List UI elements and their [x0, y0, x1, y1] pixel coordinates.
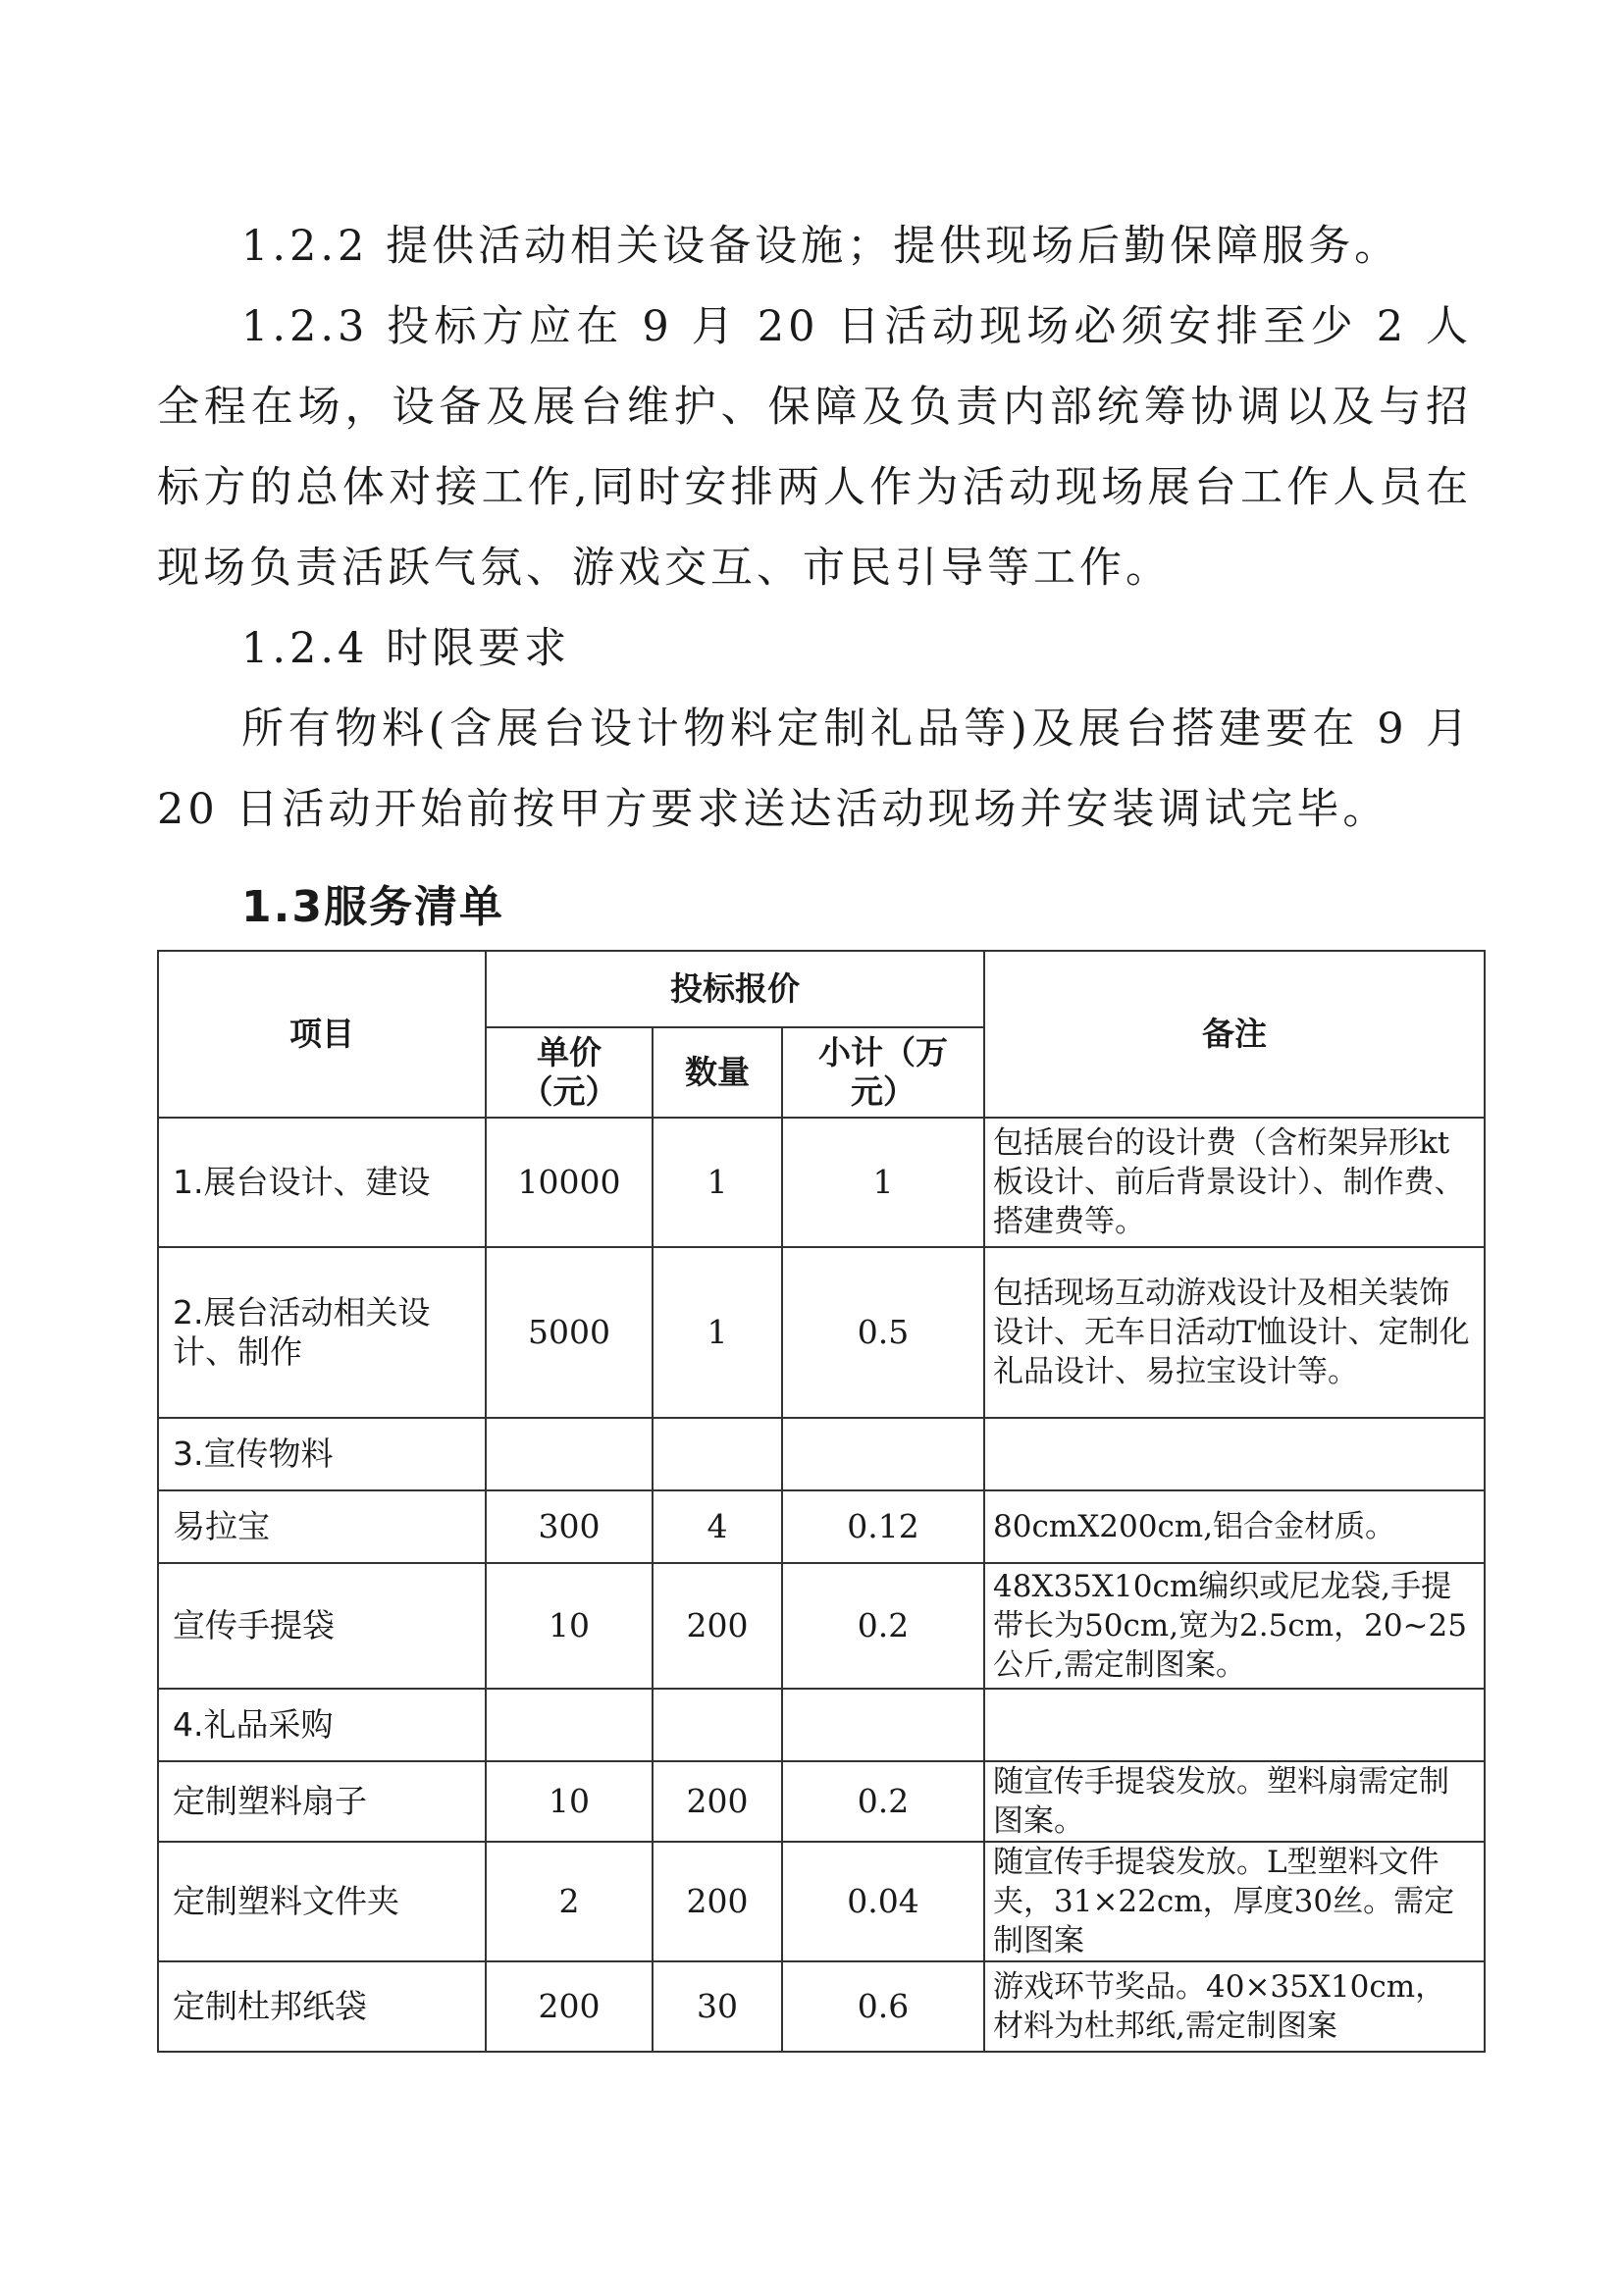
table-body	[158, 1118, 1485, 2052]
cell-quantity: 30	[653, 1961, 782, 2052]
cell-quantity: 1	[653, 1247, 782, 1418]
header-item: 项目	[158, 951, 486, 1118]
paragraph-1-2-3: 1.2.3 投标方应在 9 月 20 日活动现场必须安排至少 2 人全程在场，设备及展台维护、保障及负责内部统筹协调以及与招标方的总体对接工作,同时安排两人作为活动现场展台工作人员在现场负责活跃气氛、游戏交互、市民引导等工作。	[157, 302, 1472, 593]
cell-subtotal: 1	[782, 1118, 984, 1247]
cell-subtotal: 0.12	[782, 1490, 984, 1563]
table-row	[158, 1490, 1485, 1563]
cell-subtotal: 0.04	[782, 1842, 984, 1961]
cell-subtotal: 0.5	[782, 1247, 984, 1418]
cell-quantity: 1	[653, 1118, 782, 1247]
section-title: 1.3服务清单	[241, 882, 504, 932]
cell-remarks: 包括现场互动游戏设计及相关装饰设计、无车日活动T恤设计、定制化礼品设计、易拉宝设计等。	[984, 1247, 1485, 1418]
table-row	[158, 1842, 1485, 1961]
cell-remarks: 48X35X10cm编织或尼龙袋,手提带长为50cm,宽为2.5cm，20~25公斤,需定制图案。	[984, 1563, 1485, 1689]
cell-subtotal: 0.2	[782, 1563, 984, 1689]
cell-quantity: 4	[653, 1490, 782, 1563]
cell-remarks	[984, 1418, 1485, 1490]
cell-unit-price: 200	[486, 1961, 653, 2052]
cell-unit-price: 300	[486, 1490, 653, 1563]
cell-remarks: 包括展台的设计费（含桁架异形kt板设计、前后背景设计）、制作费、搭建费等。	[984, 1118, 1485, 1247]
table-row	[158, 1247, 1485, 1418]
cell-item: 2.展台活动相关设计、制作	[158, 1247, 486, 1418]
cell-quantity: 200	[653, 1563, 782, 1689]
cell-remarks: 游戏环节奖品。40×35X10cm，材料为杜邦纸,需定制图案	[984, 1961, 1485, 2052]
cell-unit-price: 2	[486, 1842, 653, 1961]
cell-quantity	[653, 1418, 782, 1490]
cell-item: 定制塑料文件夹	[158, 1842, 486, 1961]
header-subtotal: 小计（万元）	[782, 1027, 984, 1118]
cell-quantity: 200	[653, 1761, 782, 1842]
table-row	[158, 1961, 1485, 2052]
cell-subtotal: 0.6	[782, 1961, 984, 2052]
cell-item: 4.礼品采购	[158, 1689, 486, 1761]
cell-item: 3.宣传物料	[158, 1418, 486, 1490]
table-row	[158, 1563, 1485, 1689]
header-bid: 投标报价	[486, 951, 984, 1027]
cell-item: 宣传手提袋	[158, 1563, 486, 1689]
body-text	[157, 206, 1472, 850]
paragraph-1-2-2: 1.2.2 提供活动相关设备设施；提供现场后勤保障服务。	[241, 222, 1401, 271]
cell-unit-price	[486, 1689, 653, 1761]
table-row	[158, 1689, 1485, 1761]
cell-unit-price: 10	[486, 1563, 653, 1689]
table-row	[158, 1118, 1485, 1247]
table-row	[158, 1761, 1485, 1842]
cell-item: 定制塑料扇子	[158, 1761, 486, 1842]
cell-quantity: 200	[653, 1842, 782, 1961]
cell-item: 1.展台设计、建设	[158, 1118, 486, 1247]
cell-subtotal	[782, 1418, 984, 1490]
cell-unit-price: 10000	[486, 1118, 653, 1247]
header-quantity: 数量	[653, 1027, 782, 1118]
cell-subtotal	[782, 1689, 984, 1761]
paragraph-1-2-4: 1.2.4 时限要求	[241, 624, 571, 673]
cell-remarks: 80cmX200cm,铝合金材质。	[984, 1490, 1485, 1563]
cell-item: 易拉宝	[158, 1490, 486, 1563]
header-remarks: 备注	[984, 951, 1485, 1118]
cell-remarks: 随宣传手提袋发放。塑料扇需定制图案。	[984, 1761, 1485, 1842]
cell-unit-price: 5000	[486, 1247, 653, 1418]
cell-item: 定制杜邦纸袋	[158, 1961, 486, 2052]
table-row	[158, 1418, 1485, 1490]
service-list-table	[157, 950, 1486, 2053]
paragraph-materials: 所有物料(含展台设计物料定制礼品等)及展台搭建要在 9 月 20 日活动开始前按甲方要求送达活动现场并安装调试完毕。	[157, 704, 1472, 834]
cell-remarks: 随宣传手提袋发放。L型塑料文件夹，31×22cm，厚度30丝。需定制图案	[984, 1842, 1485, 1961]
cell-quantity	[653, 1689, 782, 1761]
cell-unit-price: 10	[486, 1761, 653, 1842]
header-unit-price: 单价（元）	[486, 1027, 653, 1118]
cell-unit-price	[486, 1418, 653, 1490]
cell-subtotal: 0.2	[782, 1761, 984, 1842]
cell-remarks	[984, 1689, 1485, 1761]
